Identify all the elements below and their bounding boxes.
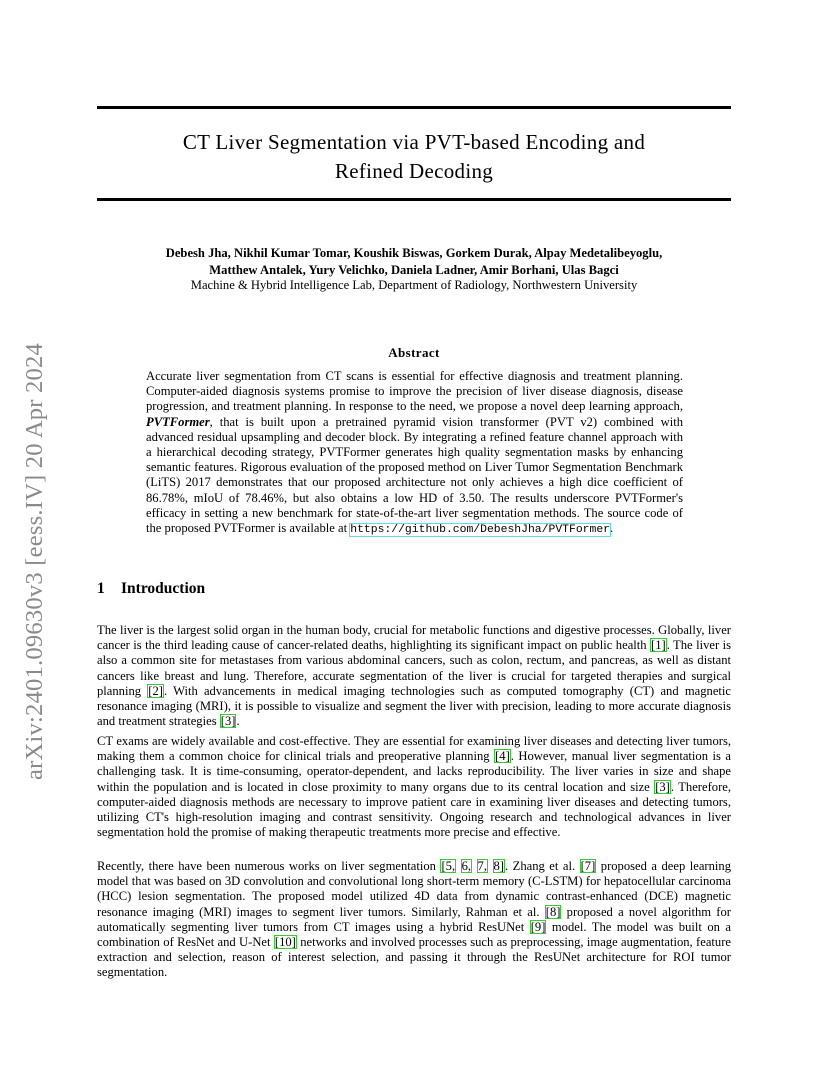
paragraph-text: . Zhang et al. xyxy=(505,859,580,873)
citation-link[interactable]: [4] xyxy=(495,749,510,764)
section-heading-introduction xyxy=(97,580,205,598)
model-name: PVTFormer xyxy=(146,414,210,429)
citation-link[interactable]: [2] xyxy=(148,683,163,698)
author-line-1: Debesh Jha, Nikhil Kumar Tomar, Koushik Biswas, Gorkem Durak, Alpay Medetalibeyoglu, xyxy=(165,246,663,260)
paragraph-text: . However, manual liver segmentation is a challenging task. It is time-consuming, operator-dependent, and lacks reproducibility. The liver varies in size and shape within the population and is located in close proximity to many organs due to its central location and size xyxy=(97,749,731,794)
arxiv-stamp-text: arXiv:2401.09630v3 [eess.IV] 20 Apr 2024 xyxy=(21,343,48,780)
section-title: Introduction xyxy=(121,580,206,597)
citation-link[interactable]: 7, xyxy=(477,859,487,873)
paragraph-text: networks and involved processes such as preprocessing, image augmentation, feature extraction and selection, reason of interest selection, and passing it through the ResUNet architecture for ROI tumor segmentation. xyxy=(97,935,731,980)
intro-paragraph-3 xyxy=(97,859,731,981)
code-repository-link[interactable]: https://github.com/DebeshJha/PVTFormer xyxy=(350,524,610,537)
intro-paragraph-2 xyxy=(97,734,731,840)
paper-title xyxy=(97,128,731,186)
author-list xyxy=(97,245,731,278)
paragraph-text: . With advancements in medical imaging technologies such as computed tomography (CT) and magnetic resonance imaging (MRI), it is possible to visualize and segment the liver with precision, leading to more accurate diagnosis and treatment strategies xyxy=(97,683,731,729)
paragraph-text: . xyxy=(236,714,240,729)
title-bottom-rule xyxy=(97,198,731,201)
paragraph-text: proposed a deep learning model that was based on 3D convolution and convolutional long short-term memory (C-LSTM) for hepatocellular carcinoma (HCC) lesion segmentation. The proposed model utilized 4D data from dynamic contrast-enhanced (DCE) magnetic resonance imaging (MRI) images to segment liver tumors. Similarly, Rahman et al. xyxy=(97,859,732,919)
section-number: 1 xyxy=(97,580,105,597)
abstract-text-3: . xyxy=(610,521,614,536)
citation-link[interactable]: [9] xyxy=(530,919,546,934)
citation-link[interactable]: [10] xyxy=(274,935,296,950)
title-top-rule xyxy=(97,106,731,109)
affiliation: Machine & Hybrid Intelligence Lab, Department of Radiology, Northwestern University xyxy=(190,278,638,292)
paragraph-text: CT exams are widely available and cost-effective. They are essential for examining liver diseases and detecting liver tumors, making them a common choice for clinical trials and preoperative planning xyxy=(97,734,731,764)
abstract-text-2: , that is built upon a pretrained pyramid vision transformer (PVT v2) combined with advanced residual upsampling and decoder block. By integrating a refined feature channel approach with a hierarchical decoding strategy, PVTFormer generates high quality segmentation masks by enhancing semantic features. Rigorous evaluation of the proposed method on Liver Tumor Segmentation Benchmark (LiTS) 2017 demonstrates that our proposed architecture not only achieves a high dice coefficient of 86.78%, mIoU of 78.46%, but also obtains a low HD of 3.50. The results underscore PVTFormer's efficacy in setting a new benchmark for state-of-the-art liver segmentation methods. The source code of the proposed PVTFormer is available at xyxy=(146,414,683,536)
paragraph-text: . The liver is also a common site for metastases from various abdominal cancers, such as colon, rectum, and pancreas, as well as distant cancers like breast and lung. Therefore, accurate segmentation of the liver is crucial for targeted therapies and surgical planning xyxy=(97,638,731,698)
paragraph-text: Recently, there have been numerous works on liver segmentation xyxy=(97,859,441,873)
intro-paragraph-1 xyxy=(97,623,731,729)
citation-link[interactable]: [1] xyxy=(651,638,666,653)
paragraph-text: model. The model was built on a combination of ResNet and U-Net xyxy=(97,919,731,950)
citation-link[interactable]: [3] xyxy=(220,714,236,729)
paragraph-text: . Therefore, computer-aided diagnosis methods are necessary to improve patient care in examining liver diseases and detecting tumors, utilizing CT's high-resolution imaging and contrast sensitivity. Ongoing research and technological advances in liver segmentation hold the promise of making therapeutic treatments more precise and effective. xyxy=(97,779,731,840)
citation-link[interactable]: [5, xyxy=(441,859,456,873)
paragraph-text: proposed a novel algorithm for automatically segmenting liver tumors from CT images using a hybrid ResUNet xyxy=(97,904,731,934)
paper-title-line-2: Refined Decoding xyxy=(334,159,494,183)
citation-link[interactable]: 6, xyxy=(461,859,472,873)
citation-link[interactable]: 8] xyxy=(493,859,504,873)
paper-title-line-1: CT Liver Segmentation via PVT-based Encoding and xyxy=(182,130,646,154)
abstract-heading: Abstract xyxy=(388,345,440,360)
citation-link[interactable]: [3] xyxy=(655,779,670,794)
citation-link[interactable]: [7] xyxy=(580,859,596,873)
citation-link[interactable]: [8] xyxy=(545,904,561,919)
abstract-text-1: Accurate liver segmentation from CT scans is essential for effective diagnosis and treatment planning. Computer-aided diagnosis systems promise to improve the precision of liver disease diagnosis, disease progression, and treatment planning. In response to the need, we propose a novel deep learning approach, xyxy=(146,369,683,414)
paragraph-text: The liver is the largest solid organ in the human body, crucial for metabolic functions and digestive processes. Globally, liver cancer is the third leading cause of cancer-related deaths, highlighting its significant impact on public health xyxy=(97,623,731,653)
abstract-body xyxy=(146,369,683,538)
author-line-2: Matthew Antalek, Yury Velichko, Daniela Ladner, Amir Borhani, Ulas Bagci xyxy=(209,262,619,277)
